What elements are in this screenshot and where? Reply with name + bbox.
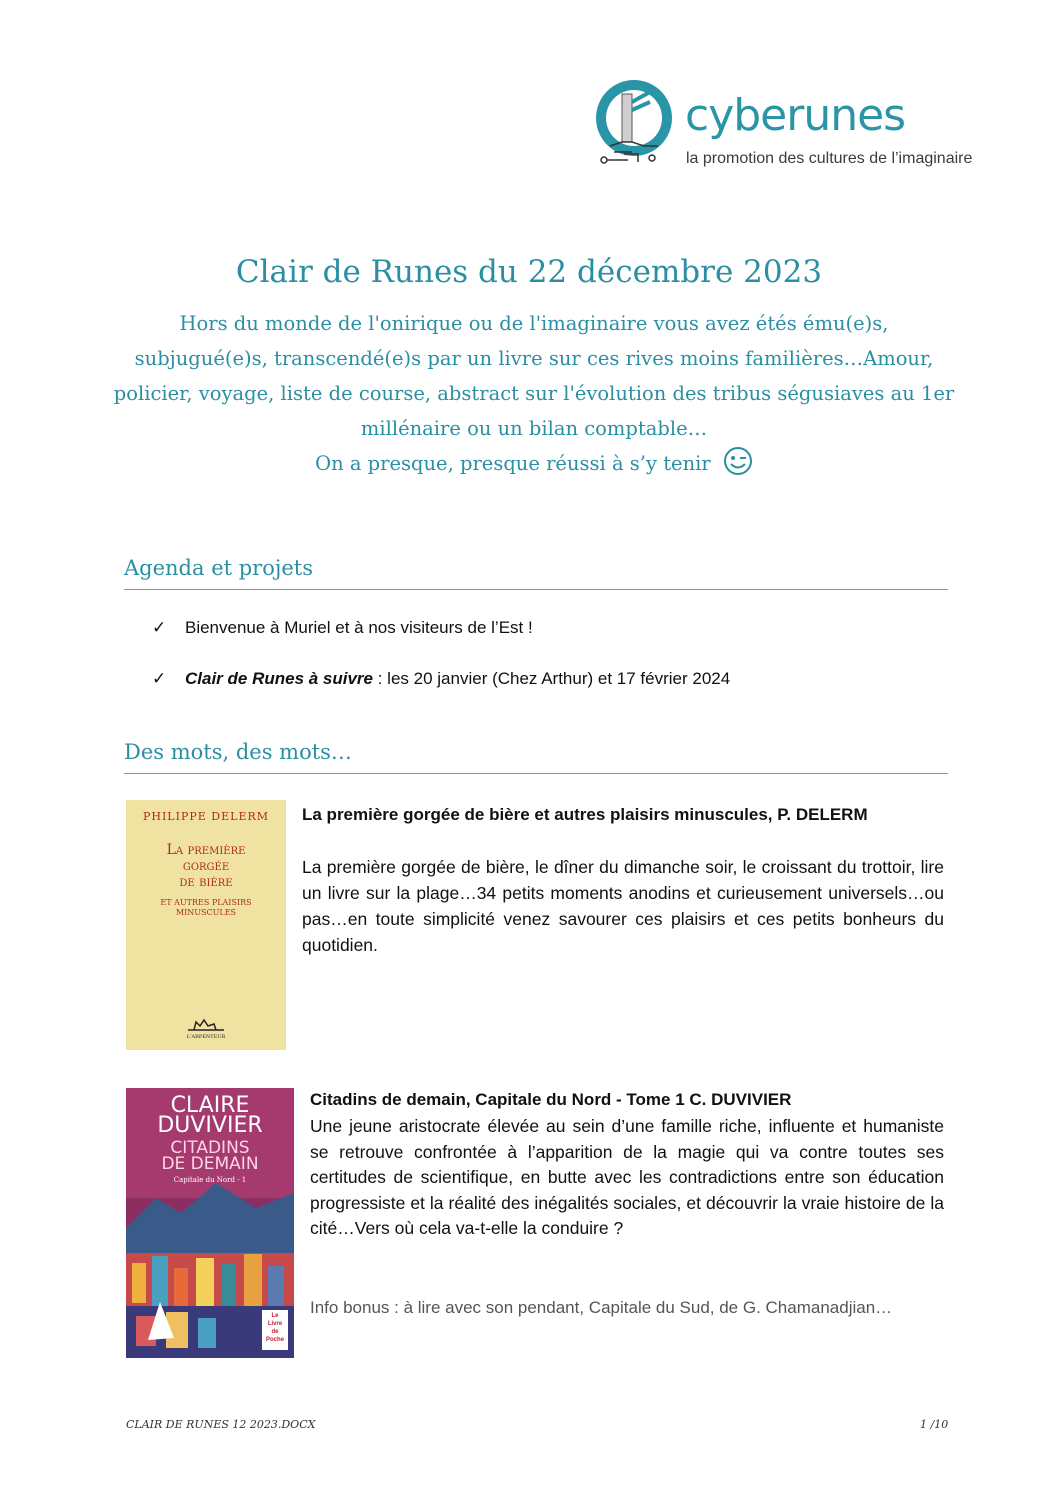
cover-title-line: de bière [179,874,233,890]
checkmark-icon: ✓ [152,618,167,637]
book-cover-delerm [126,800,286,1050]
logo-tagline: la promotion des cultures de l’imaginaire [686,150,973,167]
logo-name: cyberunes [685,90,906,141]
cover-subtitle [126,898,286,918]
footer-filename: CLAIR DE RUNES 12 2023.DOCX [126,1418,316,1431]
book-description: Une jeune aristocrate élevée au sein d’une famille riche, influente et humaniste se retrouve confrontée à l’apparition de la magie qui va contre toutes ses certitudes de scientifique, en butte avec les contradictions entre son éducation progressiste et la réalité des inégalités sociales, et découvrir la vraie histoire de la cité…Vers où cela va-t-elle la conduire ? [310,1116,944,1238]
cover-subtitle-line: MINUSCULES [175,908,237,917]
intro-text [80,306,988,481]
book-bonus-info: Info bonus : à lire avec son pendant, Capitale du Sud, de G. Chamanadjian… [310,1298,893,1317]
cover-title [126,1140,294,1172]
book-description: La première gorgée de bière, le dîner du dimanche soir, le croissant du trottoir, lire un livre sur la plage…34 petits moments anodins et curieusement universels…ou pas…en toute simplicité venez savourer ces plaisirs et ces petits bonheurs du quotidien. [302,857,944,955]
section-heading-agenda: Agenda et projets [124,556,314,580]
cover-author: PHILIPPE DELERM [142,810,270,823]
agenda-item [152,618,533,638]
book-title: Citadins de demain, Capitale du Nord - Tome 1 C. DUVIVIER [310,1090,792,1109]
cover-author-line: DUVIVIER [157,1113,263,1138]
cover-author-line: CLAIRE [170,1093,250,1118]
winking-face-icon [723,446,753,476]
cover-publisher-line: Poche [265,1337,284,1343]
logo [588,76,978,172]
footer-page-number: 1 /10 [920,1418,949,1431]
book-cover-duvivier [126,1088,294,1358]
section-divider [124,773,948,774]
book-title: La première gorgée de bière et autres plaisirs minuscules, P. DELERM [302,805,868,824]
cover-subtitle-line: ET AUTRES PLAISIRS [160,898,252,907]
intro-line: policier, voyage, liste de course, abstract sur l'évolution des tribus ségusiaves au 1er [113,382,955,405]
cover-subtitle: Capitale du Nord - 1 [173,1176,247,1184]
cover-author [126,1093,294,1138]
cover-publisher-line: Livre [267,1321,283,1327]
intro-last-line: On a presque, presque réussi à s’y tenir [315,452,711,475]
cover-publisher-line: de [271,1329,279,1335]
cover-publisher-line: Le [271,1313,279,1319]
intro-line: subjugué(e)s, transcendé(e)s par un livre sur ces rives moins familières…Amour, [134,347,934,370]
agenda-item-bold: Clair de Runes à suivre [184,669,374,688]
cyberunes-logo-icon [588,76,684,172]
cover-title-line: DE DEMAIN [161,1154,259,1174]
cover-title [126,842,286,890]
intro-line [80,446,988,481]
cover-title-line: CITADINS [170,1138,250,1158]
page-title: Clair de Runes du 22 décembre 2023 [235,254,823,290]
publisher-emblem-icon [186,1016,226,1034]
agenda-item [152,669,730,689]
cover-publisher [262,1312,288,1344]
cover-publisher: L'ARPENTEUR [186,1034,226,1040]
cover-title-line: La première [166,842,246,858]
agenda-item-text: : les 20 janvier (Chez Arthur) et 17 février 2024 [373,669,731,688]
agenda-item-text: Bienvenue à Muriel et à nos visiteurs de l’Est ! [184,618,533,637]
checkmark-icon: ✓ [152,669,167,688]
cover-title-line: gorgée [182,858,230,874]
section-heading-words: Des mots, des mots… [124,740,352,764]
intro-line: millénaire ou un bilan comptable… [360,417,708,440]
section-divider [124,589,948,590]
intro-line: Hors du monde de l'onirique ou de l'imaginaire vous avez étés ému(e)s, [179,312,889,335]
